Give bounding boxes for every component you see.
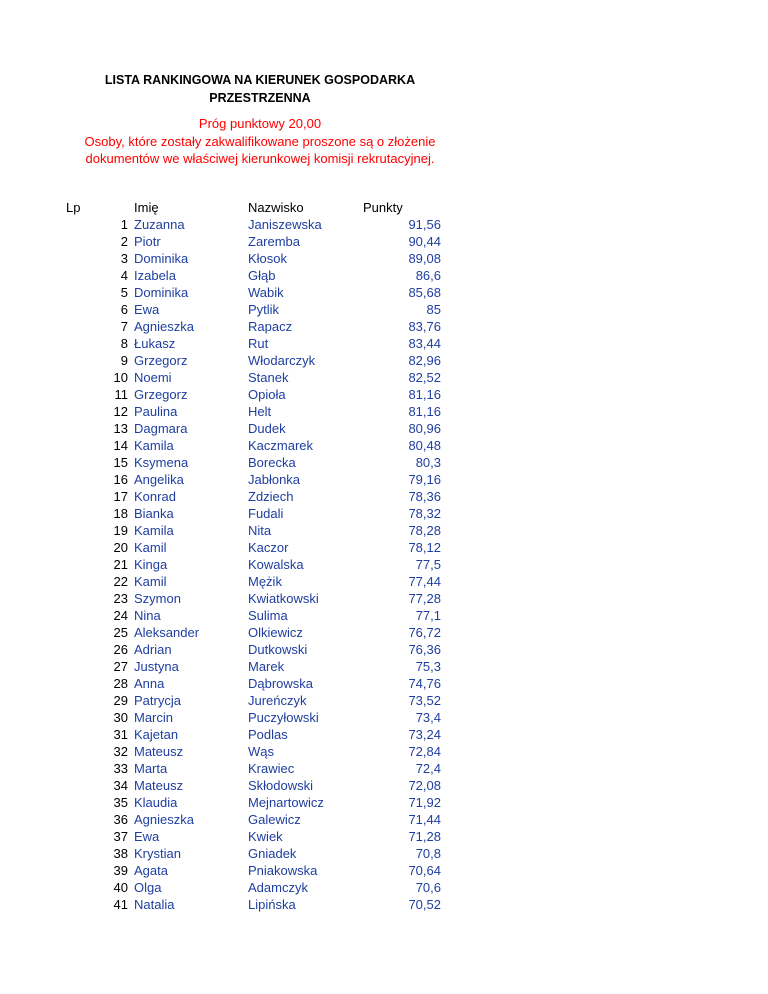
row-last-name: Lipińska <box>248 897 296 912</box>
row-first-name: Łukasz <box>134 336 176 351</box>
row-points: 80,48 <box>408 438 441 453</box>
table-row <box>0 862 768 879</box>
row-points: 70,64 <box>408 863 441 878</box>
row-first-name: Kamil <box>134 540 167 555</box>
row-first-name: Aleksander <box>134 625 200 640</box>
row-first-name: Szymon <box>134 591 181 606</box>
row-points: 71,28 <box>408 829 441 844</box>
row-first-name: Izabela <box>134 268 176 283</box>
row-points: 85,68 <box>408 285 441 300</box>
row-lp: 5 <box>120 285 128 300</box>
table-row <box>0 607 768 624</box>
row-first-name: Ewa <box>134 829 160 844</box>
row-points: 73,24 <box>408 727 441 742</box>
row-last-name: Olkiewicz <box>248 625 303 640</box>
row-last-name: Krawiec <box>248 761 295 776</box>
table-row <box>0 556 768 573</box>
row-lp: 27 <box>113 659 128 674</box>
row-first-name: Grzegorz <box>134 387 188 402</box>
row-points: 72,4 <box>415 761 441 776</box>
row-points: 91,56 <box>408 217 441 232</box>
row-last-name: Kłosok <box>248 251 288 266</box>
row-points: 70,52 <box>408 897 441 912</box>
row-points: 76,72 <box>408 625 441 640</box>
row-points: 70,6 <box>415 880 441 895</box>
row-points: 79,16 <box>408 472 441 487</box>
notice-block <box>60 115 460 168</box>
row-last-name: Kaczor <box>248 540 289 555</box>
row-points: 76,36 <box>408 642 441 657</box>
header-nazwisko: Nazwisko <box>248 200 304 215</box>
row-lp: 24 <box>113 608 128 623</box>
row-first-name: Kajetan <box>134 727 179 742</box>
row-lp: 21 <box>113 557 128 572</box>
row-points: 81,16 <box>408 387 441 402</box>
row-last-name: Kwiatkowski <box>248 591 319 606</box>
row-last-name: Puczyłowski <box>248 710 319 725</box>
row-lp: 23 <box>113 591 128 606</box>
ranking-table <box>0 216 768 913</box>
table-row <box>0 692 768 709</box>
table-row <box>0 539 768 556</box>
row-lp: 31 <box>113 727 128 742</box>
row-points: 78,12 <box>408 540 441 555</box>
row-lp: 3 <box>120 251 128 266</box>
row-first-name: Mateusz <box>134 778 184 793</box>
table-row <box>0 641 768 658</box>
row-points: 83,44 <box>408 336 441 351</box>
table-row <box>0 879 768 896</box>
row-first-name: Krystian <box>134 846 181 861</box>
row-last-name: Dąbrowska <box>248 676 314 691</box>
notice-message: Osoby, które zostały zakwalifikowane proszone są o złożenie dokumentów we właściwej kierunkowej komisji rekrutacyjnej. <box>84 133 436 166</box>
row-first-name: Dagmara <box>134 421 188 436</box>
row-first-name: Angelika <box>134 472 184 487</box>
row-last-name: Zaremba <box>248 234 301 249</box>
table-row <box>0 216 768 233</box>
row-first-name: Agata <box>134 863 168 878</box>
row-lp: 26 <box>113 642 128 657</box>
row-points: 77,28 <box>408 591 441 606</box>
row-points: 78,32 <box>408 506 441 521</box>
row-last-name: Adamczyk <box>248 880 308 895</box>
row-first-name: Natalia <box>134 897 175 912</box>
row-last-name: Gniadek <box>248 846 297 861</box>
row-last-name: Jureńczyk <box>248 693 307 708</box>
row-first-name: Kamila <box>134 438 174 453</box>
row-lp: 35 <box>113 795 128 810</box>
table-row <box>0 743 768 760</box>
row-last-name: Kwiek <box>248 829 283 844</box>
row-first-name: Zuzanna <box>134 217 185 232</box>
row-first-name: Ksymena <box>134 455 189 470</box>
row-points: 72,08 <box>408 778 441 793</box>
page-title: LISTA RANKINGOWA NA KIERUNEK GOSPODARKA PRZESTRZENNA <box>104 73 416 105</box>
row-first-name: Olga <box>134 880 162 895</box>
row-first-name: Mateusz <box>134 744 184 759</box>
row-points: 71,92 <box>408 795 441 810</box>
row-lp: 16 <box>113 472 128 487</box>
row-lp: 15 <box>113 455 128 470</box>
table-row <box>0 318 768 335</box>
table-row <box>0 624 768 641</box>
row-last-name: Zdziech <box>248 489 294 504</box>
row-last-name: Marek <box>248 659 285 674</box>
row-last-name: Wabik <box>248 285 284 300</box>
row-points: 74,76 <box>408 676 441 691</box>
row-lp: 22 <box>113 574 128 589</box>
row-first-name: Bianka <box>134 506 174 521</box>
row-lp: 6 <box>120 302 128 317</box>
row-lp: 39 <box>113 863 128 878</box>
row-last-name: Dudek <box>248 421 286 436</box>
row-first-name: Dominika <box>134 251 189 266</box>
row-points: 82,52 <box>408 370 441 385</box>
row-last-name: Włodarczyk <box>248 353 316 368</box>
row-points: 85 <box>426 302 441 317</box>
table-row <box>0 522 768 539</box>
table-row <box>0 845 768 862</box>
table-row <box>0 675 768 692</box>
row-lp: 36 <box>113 812 128 827</box>
table-row <box>0 420 768 437</box>
row-last-name: Helt <box>248 404 272 419</box>
row-points: 70,8 <box>415 846 441 861</box>
table-row <box>0 726 768 743</box>
row-points: 72,84 <box>408 744 441 759</box>
row-points: 77,44 <box>408 574 441 589</box>
row-lp: 12 <box>113 404 128 419</box>
row-lp: 4 <box>120 268 128 283</box>
row-lp: 33 <box>113 761 128 776</box>
header-punkty: Punkty <box>363 200 403 215</box>
row-points: 77,1 <box>415 608 441 623</box>
table-row <box>0 250 768 267</box>
row-first-name: Noemi <box>134 370 172 385</box>
table-row <box>0 709 768 726</box>
row-lp: 38 <box>113 846 128 861</box>
table-row <box>0 233 768 250</box>
row-first-name: Justyna <box>134 659 179 674</box>
row-points: 71,44 <box>408 812 441 827</box>
row-first-name: Kinga <box>134 557 168 572</box>
row-lp: 13 <box>113 421 128 436</box>
row-last-name: Wąs <box>248 744 274 759</box>
row-first-name: Ewa <box>134 302 160 317</box>
row-last-name: Galewicz <box>248 812 301 827</box>
row-first-name: Paulina <box>134 404 178 419</box>
row-points: 81,16 <box>408 404 441 419</box>
row-first-name: Agnieszka <box>134 319 194 334</box>
header-lp: Lp <box>66 200 81 215</box>
row-points: 80,3 <box>415 455 441 470</box>
row-lp: 14 <box>113 438 128 453</box>
row-last-name: Pytlik <box>248 302 280 317</box>
row-last-name: Stanek <box>248 370 289 385</box>
row-points: 78,36 <box>408 489 441 504</box>
row-lp: 17 <box>113 489 128 504</box>
row-first-name: Kamil <box>134 574 167 589</box>
row-last-name: Janiszewska <box>248 217 322 232</box>
row-lp: 9 <box>120 353 128 368</box>
row-first-name: Dominika <box>134 285 189 300</box>
table-row <box>0 590 768 607</box>
row-last-name: Fudali <box>248 506 284 521</box>
row-points: 83,76 <box>408 319 441 334</box>
row-points: 75,3 <box>415 659 441 674</box>
table-row <box>0 301 768 318</box>
row-points: 78,28 <box>408 523 441 538</box>
row-first-name: Marcin <box>134 710 174 725</box>
row-last-name: Nita <box>248 523 272 538</box>
row-lp: 29 <box>113 693 128 708</box>
row-first-name: Marta <box>134 761 168 776</box>
row-last-name: Rut <box>248 336 269 351</box>
table-row <box>0 284 768 301</box>
row-last-name: Dutkowski <box>248 642 308 657</box>
table-row <box>0 471 768 488</box>
table-row <box>0 403 768 420</box>
row-lp: 10 <box>113 370 128 385</box>
threshold-text: Próg punktowy 20,00 <box>198 116 322 131</box>
row-points: 73,52 <box>408 693 441 708</box>
row-points: 82,96 <box>408 353 441 368</box>
table-row <box>0 794 768 811</box>
row-lp: 40 <box>113 880 128 895</box>
row-lp: 37 <box>113 829 128 844</box>
row-points: 90,44 <box>408 234 441 249</box>
row-points: 73,4 <box>415 710 441 725</box>
row-last-name: Skłodowski <box>248 778 314 793</box>
row-first-name: Nina <box>134 608 161 623</box>
table-row <box>0 505 768 522</box>
row-first-name: Kamila <box>134 523 174 538</box>
table-row <box>0 573 768 590</box>
table-row <box>0 777 768 794</box>
row-last-name: Głąb <box>248 268 276 283</box>
table-row <box>0 267 768 284</box>
row-last-name: Kowalska <box>248 557 304 572</box>
table-row <box>0 828 768 845</box>
row-first-name: Adrian <box>134 642 172 657</box>
table-row <box>0 454 768 471</box>
row-lp: 19 <box>113 523 128 538</box>
row-first-name: Grzegorz <box>134 353 188 368</box>
header-imie: Imię <box>134 200 159 215</box>
row-lp: 18 <box>113 506 128 521</box>
table-row <box>0 760 768 777</box>
table-row <box>0 896 768 913</box>
row-last-name: Mężik <box>248 574 282 589</box>
row-last-name: Sulima <box>248 608 288 623</box>
row-lp: 32 <box>113 744 128 759</box>
row-lp: 2 <box>120 234 128 249</box>
row-last-name: Mejnartowicz <box>248 795 324 810</box>
table-row <box>0 437 768 454</box>
row-last-name: Pniakowska <box>248 863 318 878</box>
row-lp: 1 <box>120 217 128 232</box>
row-last-name: Borecka <box>248 455 296 470</box>
row-points: 80,96 <box>408 421 441 436</box>
table-row <box>0 369 768 386</box>
row-last-name: Opioła <box>248 387 286 402</box>
row-points: 86,6 <box>415 268 441 283</box>
row-first-name: Patrycja <box>134 693 181 708</box>
row-last-name: Jabłonka <box>248 472 301 487</box>
table-row <box>0 658 768 675</box>
table-row <box>0 335 768 352</box>
table-row <box>0 386 768 403</box>
row-first-name: Agnieszka <box>134 812 194 827</box>
row-lp: 28 <box>113 676 128 691</box>
row-last-name: Kaczmarek <box>248 438 314 453</box>
row-points: 77,5 <box>415 557 441 572</box>
row-last-name: Podlas <box>248 727 288 742</box>
row-lp: 41 <box>113 897 128 912</box>
row-first-name: Konrad <box>134 489 176 504</box>
table-row <box>0 352 768 369</box>
table-row <box>0 811 768 828</box>
row-lp: 25 <box>113 625 128 640</box>
row-lp: 20 <box>113 540 128 555</box>
row-first-name: Anna <box>134 676 165 691</box>
row-first-name: Piotr <box>134 234 161 249</box>
row-lp: 34 <box>113 778 128 793</box>
table-row <box>0 488 768 505</box>
row-lp: 7 <box>120 319 128 334</box>
row-last-name: Rapacz <box>248 319 293 334</box>
row-lp: 8 <box>120 336 128 351</box>
row-first-name: Klaudia <box>134 795 178 810</box>
row-lp: 11 <box>114 387 128 402</box>
row-points: 89,08 <box>408 251 441 266</box>
row-lp: 30 <box>113 710 128 725</box>
